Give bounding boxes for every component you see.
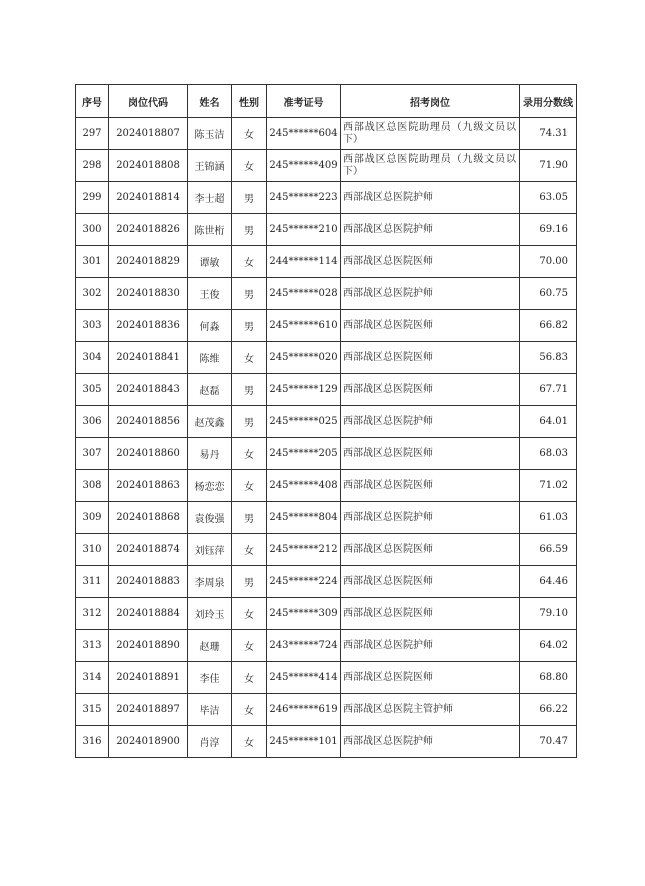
table-row (76, 598, 577, 630)
table-row (76, 342, 577, 374)
table-row (76, 182, 577, 214)
cell-name: 赵磊 (188, 374, 232, 406)
cell-score: 70.00 (520, 246, 577, 278)
table-row (76, 246, 577, 278)
cell-score: 68.80 (520, 662, 577, 694)
cell-name: 王锦涵 (188, 150, 232, 182)
table-row (76, 630, 577, 662)
cell-code: 2024018900 (109, 726, 188, 758)
cell-no: 312 (76, 598, 109, 630)
cell-exam-id: 245******028 (267, 278, 341, 310)
table-row (76, 694, 577, 726)
cell-no: 304 (76, 342, 109, 374)
cell-sex: 男 (232, 374, 267, 406)
cell-exam-id: 243******724 (267, 630, 341, 662)
cell-exam-id: 245******129 (267, 374, 341, 406)
cell-post: 西部战区总医院护师 (341, 502, 520, 534)
cell-score: 79.10 (520, 598, 577, 630)
cell-sex: 女 (232, 694, 267, 726)
cell-score: 71.02 (520, 470, 577, 502)
cell-no: 313 (76, 630, 109, 662)
cell-name: 陈玉洁 (188, 118, 232, 150)
cell-exam-id: 245******223 (267, 182, 341, 214)
cell-no: 315 (76, 694, 109, 726)
cell-name: 刘钰萍 (188, 534, 232, 566)
cell-post: 西部战区总医院医师 (341, 662, 520, 694)
header-score: 录用分数线 (520, 85, 577, 118)
cell-sex: 男 (232, 214, 267, 246)
cell-post: 西部战区总医院助理员（九级文员以下） (341, 150, 520, 182)
table-row (76, 118, 577, 150)
cell-no: 303 (76, 310, 109, 342)
cell-code: 2024018874 (109, 534, 188, 566)
cell-code: 2024018807 (109, 118, 188, 150)
cell-exam-id: 245******309 (267, 598, 341, 630)
cell-name: 王俊 (188, 278, 232, 310)
cell-code: 2024018891 (109, 662, 188, 694)
header-post: 招考岗位 (341, 85, 520, 118)
cell-no: 306 (76, 406, 109, 438)
cell-post: 西部战区总医院医师 (341, 342, 520, 374)
cell-sex: 女 (232, 598, 267, 630)
cell-exam-id: 245******409 (267, 150, 341, 182)
cell-score: 66.82 (520, 310, 577, 342)
cell-sex: 男 (232, 406, 267, 438)
cell-no: 316 (76, 726, 109, 758)
header-code: 岗位代码 (109, 85, 188, 118)
cell-post: 西部战区总医院护师 (341, 726, 520, 758)
cell-score: 64.46 (520, 566, 577, 598)
header-exam-id: 准考证号 (267, 85, 341, 118)
cell-score: 60.75 (520, 278, 577, 310)
cell-exam-id: 245******804 (267, 502, 341, 534)
cell-name: 毕洁 (188, 694, 232, 726)
cell-sex: 女 (232, 662, 267, 694)
cell-no: 302 (76, 278, 109, 310)
cell-score: 74.31 (520, 118, 577, 150)
cell-sex: 女 (232, 470, 267, 502)
cell-exam-id: 245******610 (267, 310, 341, 342)
cell-score: 61.03 (520, 502, 577, 534)
cell-code: 2024018884 (109, 598, 188, 630)
table-row (76, 662, 577, 694)
cell-no: 299 (76, 182, 109, 214)
cell-post: 西部战区总医院医师 (341, 566, 520, 598)
cell-exam-id: 245******025 (267, 406, 341, 438)
cell-sex: 男 (232, 566, 267, 598)
results-table (75, 84, 577, 758)
cell-exam-id: 246******619 (267, 694, 341, 726)
cell-code: 2024018868 (109, 502, 188, 534)
cell-sex: 女 (232, 118, 267, 150)
table-row (76, 278, 577, 310)
cell-exam-id: 245******408 (267, 470, 341, 502)
cell-code: 2024018814 (109, 182, 188, 214)
cell-post: 西部战区总医院护师 (341, 630, 520, 662)
cell-post: 西部战区总医院医师 (341, 470, 520, 502)
cell-score: 69.16 (520, 214, 577, 246)
cell-post: 西部战区总医院医师 (341, 310, 520, 342)
cell-name: 陈世桁 (188, 214, 232, 246)
table-row (76, 214, 577, 246)
table-row (76, 374, 577, 406)
cell-score: 66.59 (520, 534, 577, 566)
cell-score: 56.83 (520, 342, 577, 374)
cell-sex: 女 (232, 150, 267, 182)
cell-name: 赵茂鑫 (188, 406, 232, 438)
cell-post: 西部战区总医院护师 (341, 214, 520, 246)
cell-name: 李周泉 (188, 566, 232, 598)
cell-score: 68.03 (520, 438, 577, 470)
table-row (76, 502, 577, 534)
cell-exam-id: 244******114 (267, 246, 341, 278)
cell-no: 300 (76, 214, 109, 246)
cell-sex: 男 (232, 502, 267, 534)
cell-sex: 男 (232, 182, 267, 214)
cell-no: 301 (76, 246, 109, 278)
cell-post: 西部战区总医院医师 (341, 534, 520, 566)
cell-sex: 女 (232, 630, 267, 662)
table-row (76, 438, 577, 470)
cell-no: 310 (76, 534, 109, 566)
cell-sex: 男 (232, 278, 267, 310)
cell-exam-id: 245******414 (267, 662, 341, 694)
cell-code: 2024018836 (109, 310, 188, 342)
cell-no: 305 (76, 374, 109, 406)
cell-no: 297 (76, 118, 109, 150)
cell-exam-id: 245******101 (267, 726, 341, 758)
table-row (76, 470, 577, 502)
cell-code: 2024018890 (109, 630, 188, 662)
cell-name: 易丹 (188, 438, 232, 470)
cell-name: 肖淳 (188, 726, 232, 758)
cell-code: 2024018863 (109, 470, 188, 502)
cell-score: 64.01 (520, 406, 577, 438)
cell-score: 66.22 (520, 694, 577, 726)
cell-sex: 女 (232, 438, 267, 470)
cell-exam-id: 245******205 (267, 438, 341, 470)
cell-name: 刘玲玉 (188, 598, 232, 630)
table-row (76, 150, 577, 182)
cell-post: 西部战区总医院医师 (341, 438, 520, 470)
cell-no: 311 (76, 566, 109, 598)
header-sex: 性别 (232, 85, 267, 118)
cell-no: 308 (76, 470, 109, 502)
cell-code: 2024018897 (109, 694, 188, 726)
cell-code: 2024018843 (109, 374, 188, 406)
cell-post: 西部战区总医院护师 (341, 278, 520, 310)
cell-sex: 女 (232, 534, 267, 566)
cell-exam-id: 245******212 (267, 534, 341, 566)
cell-post: 西部战区总医院医师 (341, 598, 520, 630)
cell-sex: 女 (232, 726, 267, 758)
cell-code: 2024018856 (109, 406, 188, 438)
cell-score: 63.05 (520, 182, 577, 214)
table-row (76, 406, 577, 438)
cell-sex: 女 (232, 342, 267, 374)
cell-score: 70.47 (520, 726, 577, 758)
header-no: 序号 (76, 85, 109, 118)
cell-code: 2024018829 (109, 246, 188, 278)
cell-no: 307 (76, 438, 109, 470)
cell-post: 西部战区总医院医师 (341, 246, 520, 278)
cell-post: 西部战区总医院护师 (341, 182, 520, 214)
cell-score: 71.90 (520, 150, 577, 182)
cell-sex: 女 (232, 246, 267, 278)
cell-sex: 男 (232, 310, 267, 342)
cell-exam-id: 245******020 (267, 342, 341, 374)
cell-score: 67.71 (520, 374, 577, 406)
cell-name: 李士超 (188, 182, 232, 214)
cell-name: 何淼 (188, 310, 232, 342)
cell-name: 赵珊 (188, 630, 232, 662)
cell-code: 2024018841 (109, 342, 188, 374)
header-name: 姓名 (188, 85, 232, 118)
cell-code: 2024018883 (109, 566, 188, 598)
cell-no: 298 (76, 150, 109, 182)
cell-code: 2024018808 (109, 150, 188, 182)
cell-name: 谭敏 (188, 246, 232, 278)
table-row (76, 534, 577, 566)
cell-score: 64.02 (520, 630, 577, 662)
cell-post: 西部战区总医院医师 (341, 374, 520, 406)
cell-code: 2024018860 (109, 438, 188, 470)
table-row (76, 726, 577, 758)
table-row (76, 310, 577, 342)
cell-post: 西部战区总医院主管护师 (341, 694, 520, 726)
cell-name: 袁俊强 (188, 502, 232, 534)
cell-post: 西部战区总医院护师 (341, 406, 520, 438)
cell-name: 杨恋恋 (188, 470, 232, 502)
table-row (76, 566, 577, 598)
cell-no: 314 (76, 662, 109, 694)
header-row (76, 85, 577, 118)
cell-code: 2024018830 (109, 278, 188, 310)
cell-exam-id: 245******210 (267, 214, 341, 246)
cell-no: 309 (76, 502, 109, 534)
cell-code: 2024018826 (109, 214, 188, 246)
cell-exam-id: 245******604 (267, 118, 341, 150)
cell-exam-id: 245******224 (267, 566, 341, 598)
cell-post: 西部战区总医院助理员（九级文员以下） (341, 118, 520, 150)
cell-name: 陈维 (188, 342, 232, 374)
cell-name: 李佳 (188, 662, 232, 694)
